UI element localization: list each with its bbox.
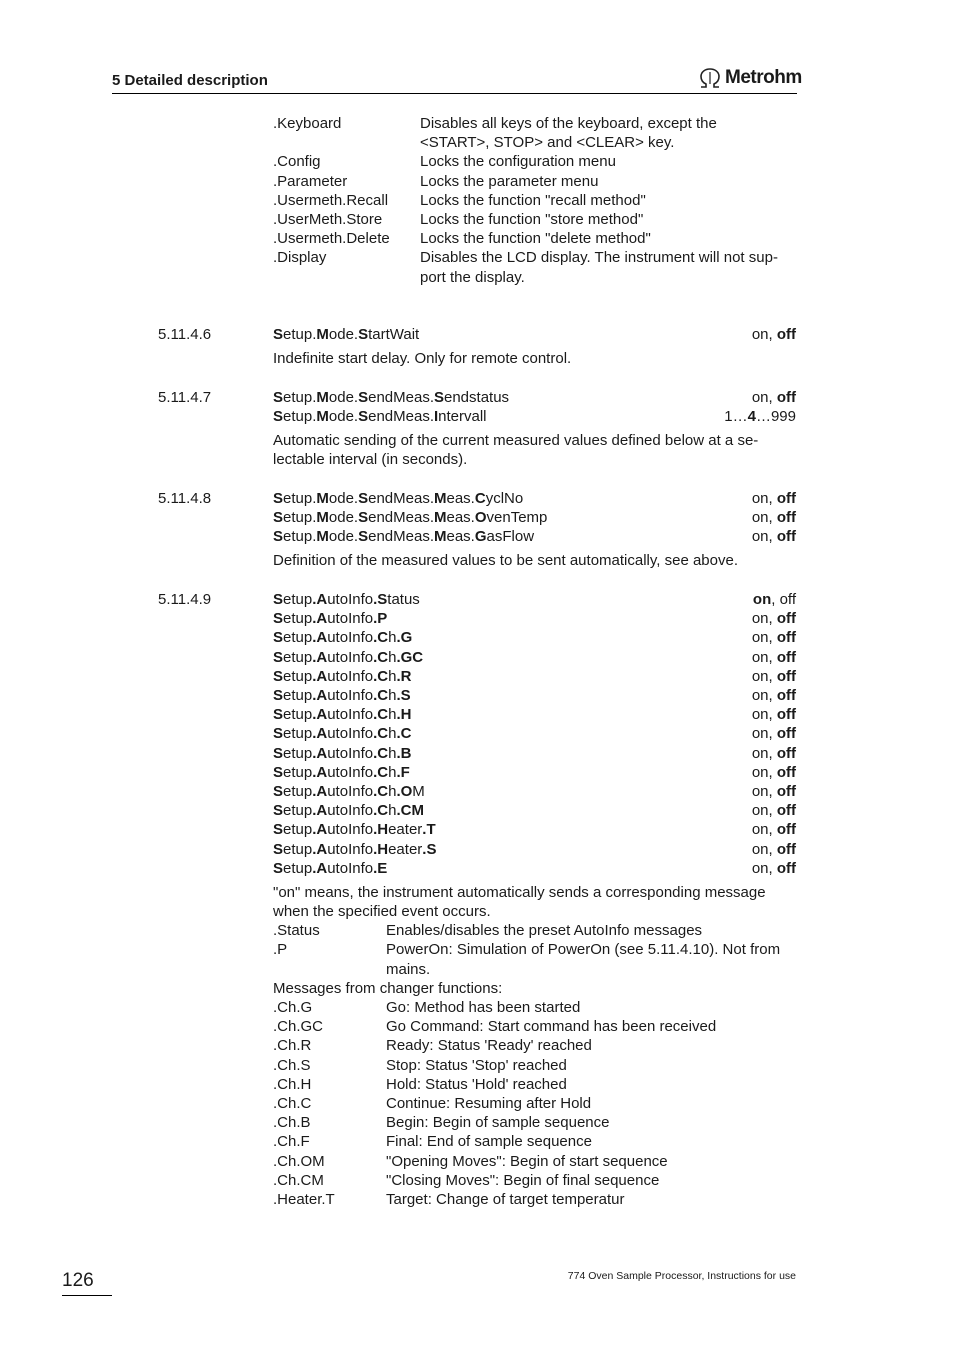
lock-item-key: .UserMeth.Store	[273, 211, 383, 228]
autoinfo-description: mains.	[386, 960, 431, 978]
lock-item-description: port the display.	[420, 268, 525, 286]
changer-key: .Ch.G	[273, 999, 313, 1016]
lock-item-description: Locks the function "store method"	[420, 211, 644, 228]
lock-item-description: Disables all keys of the keyboard, except the	[420, 115, 717, 132]
parameter-name: Setup.AutoInfo.Ch.H	[273, 706, 412, 724]
parameter-value: on, off	[751, 725, 796, 743]
changer-key: .Ch.H	[273, 1075, 312, 1093]
parameter-name: Setup.Mode.SendMeas.Meas.GasFlow	[273, 528, 535, 546]
parameter-value: on, off	[751, 687, 796, 704]
page-number: 126	[62, 1270, 94, 1291]
parameter-name: Setup.AutoInfo.Ch.B	[273, 744, 412, 762]
changer-key: .Ch.GC	[273, 1018, 324, 1036]
parameter-name: Setup.Mode.SendMeas.Meas.OvenTemp	[273, 509, 548, 527]
parameter-value: on, off	[751, 783, 796, 800]
changer-description: Hold: Status 'Hold' reached	[386, 1075, 567, 1093]
changer-description: Target: Change of target temperatur	[386, 1191, 625, 1208]
lock-item-key: .Usermeth.Recall	[273, 191, 389, 209]
lock-item-key: .Config	[273, 153, 321, 171]
autoinfo-key: .Status	[273, 922, 320, 940]
lock-item-key: .Keyboard	[273, 115, 342, 132]
lock-item-key: .Usermeth.Delete	[273, 230, 390, 248]
lock-item-description: <START>, STOP> and <CLEAR> key.	[420, 134, 675, 152]
header-rule	[112, 93, 797, 94]
brand-logo	[698, 66, 802, 90]
parameter-name: Setup.AutoInfo.Ch.R	[273, 667, 412, 685]
changer-description: Final: End of sample sequence	[386, 1133, 592, 1151]
parameter-value: 1…4…999	[724, 408, 796, 426]
parameter-value: on, off	[751, 509, 796, 527]
changer-key: .Heater.T	[273, 1191, 335, 1208]
changer-key: .Ch.R	[273, 1037, 312, 1055]
lock-item-description: Locks the function "recall method"	[420, 191, 646, 209]
lock-item-description: Locks the configuration menu	[420, 153, 616, 171]
parameter-value: on, off	[751, 326, 796, 343]
parameter-value: on, off	[751, 821, 796, 839]
parameter-name: Setup.Mode.SendMeas.Meas.CyclNo	[273, 490, 524, 507]
parameter-name: Setup.AutoInfo.Ch.OM	[273, 783, 425, 800]
parameter-value: on, off	[751, 648, 796, 666]
section-description: when the specified event occurs.	[273, 903, 491, 920]
parameter-value: on, off	[751, 763, 796, 781]
changer-heading: Messages from changer functions:	[273, 979, 503, 997]
lock-item-key: .Display	[273, 249, 327, 267]
parameter-name: Setup.AutoInfo.Ch.CM	[273, 802, 424, 820]
changer-description: "Opening Moves": Begin of start sequence	[386, 1152, 668, 1170]
parameter-name: Setup.AutoInfo.P	[273, 610, 388, 628]
section-title: 5 Detailed description	[112, 72, 268, 89]
section-number: 5.11.4.7	[158, 389, 212, 406]
document-title: 774 Oven Sample Processor, Instructions for use	[567, 1270, 796, 1282]
parameter-value: on, off	[751, 629, 796, 647]
section-description: Indefinite start delay. Only for remote control.	[273, 350, 572, 367]
changer-key: .Ch.B	[273, 1114, 311, 1132]
lock-item-description: Disables the LCD display. The instrument will not sup-	[420, 249, 778, 267]
parameter-value: on, off	[751, 667, 796, 685]
changer-key: .Ch.C	[273, 1095, 312, 1112]
changer-description: Continue: Resuming after Hold	[386, 1095, 592, 1112]
section-number: 5.11.4.6	[158, 326, 212, 343]
parameter-name: Setup.Mode.SendMeas.Sendstatus	[273, 389, 510, 406]
section-description: Automatic sending of the current measured values defined below at a se-	[273, 432, 759, 450]
changer-description: Go: Method has been started	[386, 999, 581, 1016]
parameter-name: Setup.AutoInfo.Heater.S	[273, 840, 437, 858]
parameter-name: Setup.Mode.SendMeas.Intervall	[273, 408, 487, 426]
parameter-name: Setup.AutoInfo.Status	[273, 591, 420, 608]
changer-key: .Ch.S	[273, 1056, 311, 1074]
lock-item-key: .Parameter	[273, 172, 348, 190]
changer-description: "Closing Moves": Begin of final sequence	[386, 1171, 660, 1189]
parameter-name: Setup.Mode.StartWait	[273, 326, 420, 343]
changer-description: Begin: Begin of sample sequence	[386, 1114, 610, 1132]
changer-description: Ready: Status 'Ready' reached	[386, 1037, 592, 1055]
changer-description: Stop: Status 'Stop' reached	[386, 1056, 567, 1074]
section-description: lectable interval (in seconds).	[273, 451, 468, 469]
parameter-value: on, off	[751, 490, 796, 507]
section-description: "on" means, the instrument automatically sends a corresponding message	[273, 883, 766, 901]
parameter-value: on, off	[751, 744, 796, 762]
parameter-value: on, off	[751, 528, 796, 546]
parameter-value: on, off	[751, 802, 796, 820]
parameter-value: on, off	[751, 859, 796, 877]
parameter-value: on, off	[751, 389, 796, 406]
section-number: 5.11.4.8	[158, 490, 212, 507]
autoinfo-key: .P	[273, 941, 288, 959]
parameter-name: Setup.AutoInfo.Heater.T	[273, 821, 436, 839]
omega-logo-icon	[698, 67, 722, 89]
brand-name: Metrohm	[725, 67, 802, 88]
section-description: Definition of the measured values to be sent automatically, see above.	[273, 552, 738, 570]
parameter-name: Setup.AutoInfo.Ch.C	[273, 725, 412, 743]
changer-key: .Ch.CM	[273, 1171, 324, 1189]
parameter-name: Setup.AutoInfo.Ch.GC	[273, 648, 424, 666]
changer-description: Go Command: Start command has been received	[386, 1018, 717, 1036]
autoinfo-description: PowerOn: Simulation of PowerOn (see 5.11.4.10). Not from	[386, 941, 781, 959]
parameter-value: on, off	[751, 840, 796, 858]
changer-key: .Ch.F	[273, 1133, 310, 1151]
parameter-value: on, off	[751, 706, 796, 724]
parameter-name: Setup.AutoInfo.Ch.S	[273, 687, 411, 704]
parameter-value: on, off	[751, 610, 796, 628]
lock-item-description: Locks the function "delete method"	[420, 230, 651, 248]
parameter-name: Setup.AutoInfo.Ch.F	[273, 763, 410, 781]
page-number-rule	[62, 1295, 112, 1296]
lock-item-description: Locks the parameter menu	[420, 172, 599, 190]
section-number: 5.11.4.9	[158, 591, 212, 608]
parameter-value: on, off	[752, 591, 796, 608]
parameter-name: Setup.AutoInfo.Ch.G	[273, 629, 413, 647]
autoinfo-description: Enables/disables the preset AutoInfo messages	[386, 922, 703, 940]
changer-key: .Ch.OM	[273, 1152, 325, 1170]
parameter-name: Setup.AutoInfo.E	[273, 859, 388, 877]
